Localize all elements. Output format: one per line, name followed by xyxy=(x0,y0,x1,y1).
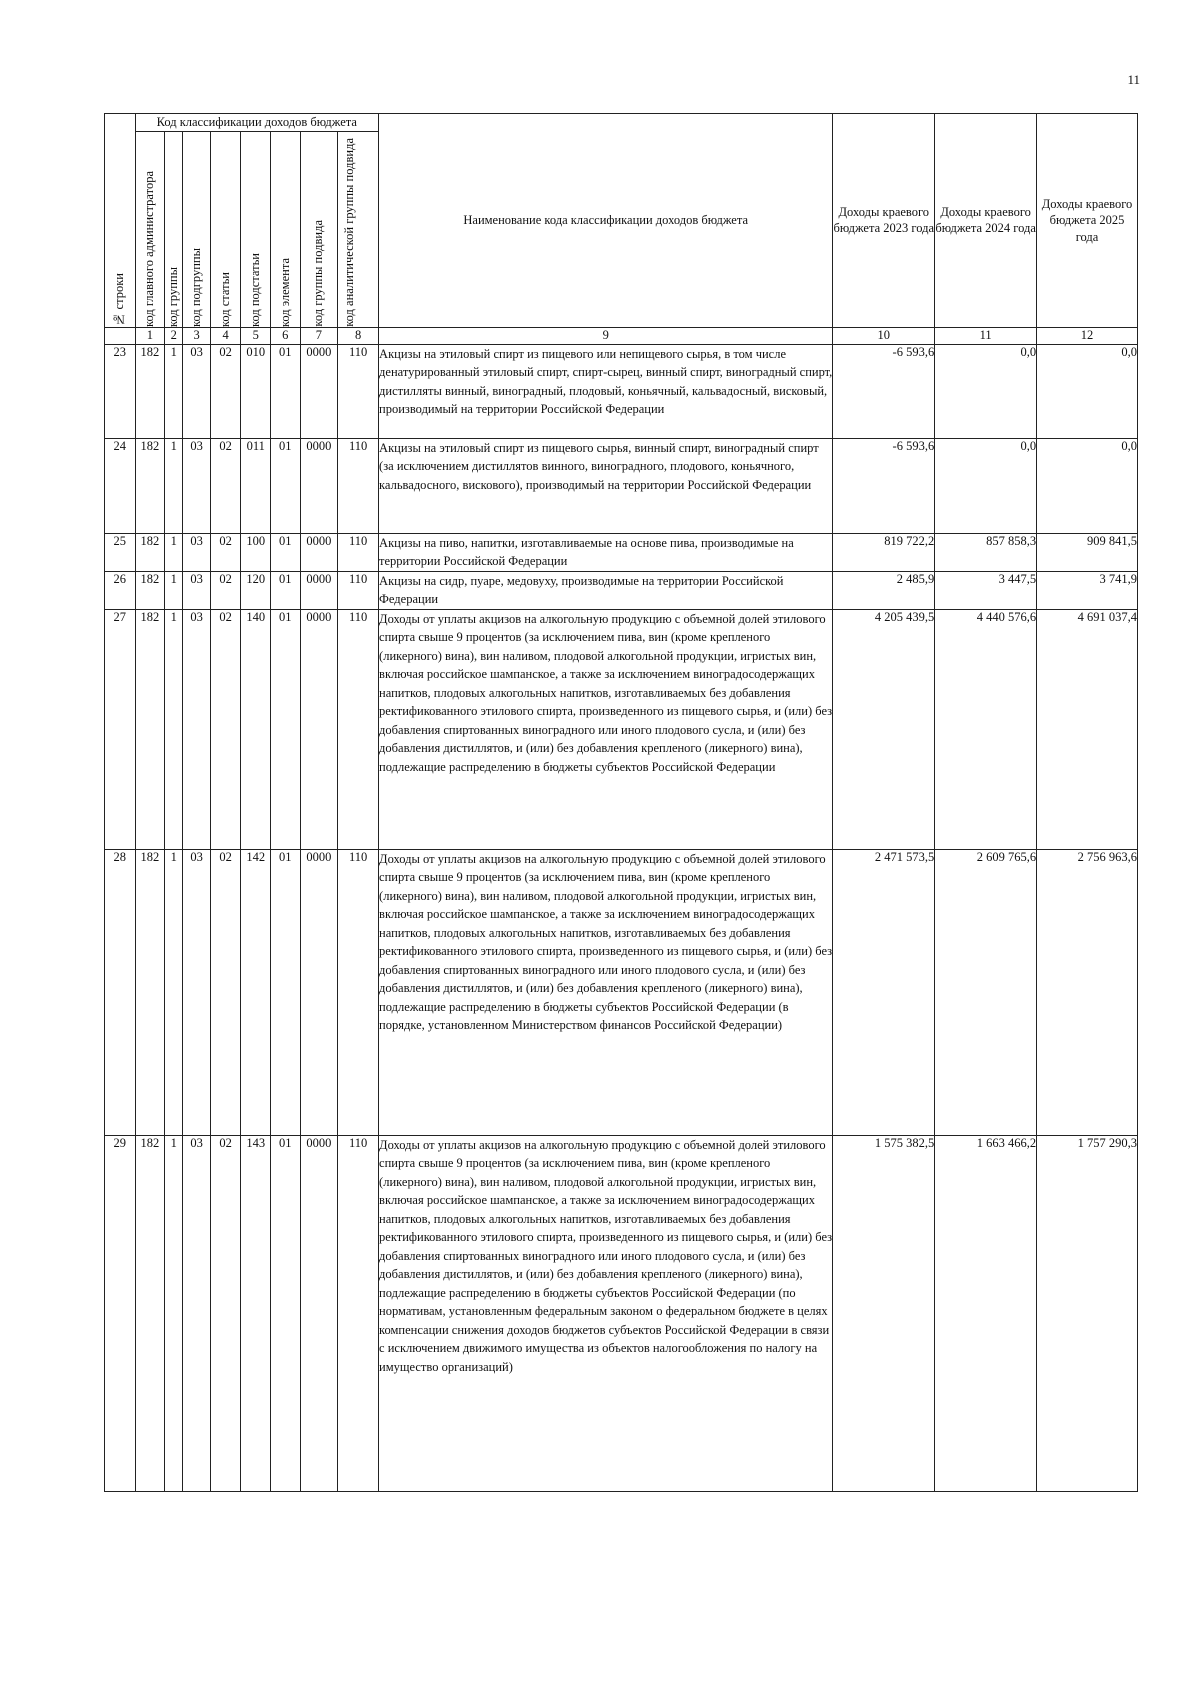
column-number: 3 xyxy=(183,327,211,344)
row-number: 26 xyxy=(105,571,136,609)
article-code: 02 xyxy=(210,533,241,571)
subtype-group-code: 0000 xyxy=(300,609,338,849)
subtype-group-code: 0000 xyxy=(300,438,338,533)
group-code: 1 xyxy=(165,533,183,571)
table-row xyxy=(105,438,1138,533)
admin-code: 182 xyxy=(135,533,165,571)
header-subgroup-text: код подгруппы xyxy=(189,247,204,327)
subgroup-code: 03 xyxy=(183,849,211,1135)
amount-2023: 4 205 439,5 xyxy=(833,609,935,849)
revenue-name: Доходы от уплаты акцизов на алкогольную продукцию с объемной долей этилового спирта свыше 9 процентов (за исключением пива, вин (кроме крепленого (ликерного) вина), вин наливом, плодовой алкогольной продукции, игристых вин, включая российское шампанское, а также за исключением виноградосодержащих напитков, плодовых алкогольных напитков, изготавливаемых без добавления ректификованного этилового спирта, произведенного из пищевого сырья, и (или) без добавления спиртованных виноградного или иного плодового сусла, и (или) без добавления дистиллятов, и (или) без добавления крепленого (ликерного) вина), подлежащие распределению в бюджеты субъектов Российской Федерации xyxy=(379,609,833,849)
header-admin-text: код главного администратора xyxy=(142,170,157,327)
header-analytic-group-text: код аналитической группы подвида xyxy=(342,138,357,327)
article-code: 02 xyxy=(210,609,241,849)
header-subarticle xyxy=(241,132,271,328)
group-code: 1 xyxy=(165,344,183,438)
amount-2025: 1 757 290,3 xyxy=(1037,1135,1138,1491)
column-number-row xyxy=(105,327,1138,344)
subarticle-code: 142 xyxy=(241,849,271,1135)
header-2023: Доходы краевого бюджета 2023 года xyxy=(833,114,935,328)
column-number: 2 xyxy=(165,327,183,344)
header-classification-group: Код классификации доходов бюджета xyxy=(135,114,379,132)
subtype-group-code: 0000 xyxy=(300,849,338,1135)
table-row xyxy=(105,1135,1138,1491)
revenue-name: Акцизы на этиловый спирт из пищевого или непищевого сырья, в том числе денатурированный этиловый спирт, спирт-сырец, винный спирт, виноградный спирт, дистилляты винный, виноградный, плодовый, коньячный, кальвадосный, висковый, производимый на территории Российской Федерации xyxy=(379,344,833,438)
amount-2025: 4 691 037,4 xyxy=(1037,609,1138,849)
column-number: 10 xyxy=(833,327,935,344)
subtype-group-code: 0000 xyxy=(300,571,338,609)
subgroup-code: 03 xyxy=(183,609,211,849)
subgroup-code: 03 xyxy=(183,1135,211,1491)
subarticle-code: 143 xyxy=(241,1135,271,1491)
element-code: 01 xyxy=(270,533,300,571)
table-row xyxy=(105,344,1138,438)
subtype-group-code: 0000 xyxy=(300,1135,338,1491)
article-code: 02 xyxy=(210,571,241,609)
amount-2024: 0,0 xyxy=(935,438,1037,533)
column-number: 7 xyxy=(300,327,338,344)
subarticle-code: 120 xyxy=(241,571,271,609)
amount-2023: 2 471 573,5 xyxy=(833,849,935,1135)
amount-2024: 3 447,5 xyxy=(935,571,1037,609)
group-code: 1 xyxy=(165,849,183,1135)
budget-revenue-table xyxy=(104,113,1138,1492)
analytic-group-code: 110 xyxy=(338,533,379,571)
header-2025: Доходы краевого бюджета 2025 года xyxy=(1037,114,1138,328)
header-subgroup xyxy=(183,132,211,328)
amount-2024: 0,0 xyxy=(935,344,1037,438)
subgroup-code: 03 xyxy=(183,533,211,571)
analytic-group-code: 110 xyxy=(338,344,379,438)
admin-code: 182 xyxy=(135,1135,165,1491)
table-row xyxy=(105,609,1138,849)
amount-2025: 0,0 xyxy=(1037,344,1138,438)
header-name: Наименование кода классификации доходов бюджета xyxy=(379,114,833,328)
admin-code: 182 xyxy=(135,571,165,609)
element-code: 01 xyxy=(270,344,300,438)
header-row-no-text: № строки xyxy=(112,273,127,327)
header-2024: Доходы краевого бюджета 2024 года xyxy=(935,114,1037,328)
column-number: 5 xyxy=(241,327,271,344)
element-code: 01 xyxy=(270,849,300,1135)
element-code: 01 xyxy=(270,571,300,609)
admin-code: 182 xyxy=(135,438,165,533)
subarticle-code: 010 xyxy=(241,344,271,438)
element-code: 01 xyxy=(270,438,300,533)
subgroup-code: 03 xyxy=(183,344,211,438)
column-number: 9 xyxy=(379,327,833,344)
group-code: 1 xyxy=(165,571,183,609)
amount-2023: 819 722,2 xyxy=(833,533,935,571)
column-number: 6 xyxy=(270,327,300,344)
analytic-group-code: 110 xyxy=(338,849,379,1135)
revenue-name: Доходы от уплаты акцизов на алкогольную продукцию с объемной долей этилового спирта свыше 9 процентов (за исключением пива, вин (кроме крепленого (ликерного) вина), вин наливом, плодовой алкогольной продукции, игристых вин, включая российское шампанское, а также за исключением виноградосодержащих напитков, плодовых алкогольных напитков, изготавливаемых без добавления ректификованного этилового спирта, произведенного из пищевого сырья, и (или) без добавления спиртованных виноградного или иного плодового сусла, и (или) без добавления дистиллятов, и (или) без добавления крепленого (ликерного) вина), подлежащие распределению в бюджеты субъектов Российской Федерации (в порядке, установленном Министерством финансов Российской Федерации) xyxy=(379,849,833,1135)
analytic-group-code: 110 xyxy=(338,609,379,849)
subtype-group-code: 0000 xyxy=(300,344,338,438)
header-subarticle-text: код подстатьи xyxy=(248,252,263,327)
amount-2025: 3 741,9 xyxy=(1037,571,1138,609)
article-code: 02 xyxy=(210,344,241,438)
header-row-no xyxy=(105,114,136,328)
header-group xyxy=(165,132,183,328)
analytic-group-code: 110 xyxy=(338,438,379,533)
element-code: 01 xyxy=(270,609,300,849)
column-number-empty xyxy=(105,327,136,344)
header-admin xyxy=(135,132,165,328)
revenue-name: Акцизы на этиловый спирт из пищевого сырья, винный спирт, виноградный спирт (за исключением дистиллятов винного, виноградного, плодового, коньячного, кальвадосного, вискового), производимый на территории Российской Федерации xyxy=(379,438,833,533)
amount-2023: -6 593,6 xyxy=(833,344,935,438)
row-number: 24 xyxy=(105,438,136,533)
amount-2023: -6 593,6 xyxy=(833,438,935,533)
revenue-name: Акцизы на пиво, напитки, изготавливаемые на основе пива, производимые на территории Российской Федерации xyxy=(379,533,833,571)
table-row xyxy=(105,533,1138,571)
amount-2024: 857 858,3 xyxy=(935,533,1037,571)
table-row xyxy=(105,571,1138,609)
group-code: 1 xyxy=(165,1135,183,1491)
subarticle-code: 011 xyxy=(241,438,271,533)
group-code: 1 xyxy=(165,438,183,533)
analytic-group-code: 110 xyxy=(338,1135,379,1491)
amount-2023: 1 575 382,5 xyxy=(833,1135,935,1491)
row-number: 29 xyxy=(105,1135,136,1491)
article-code: 02 xyxy=(210,1135,241,1491)
admin-code: 182 xyxy=(135,609,165,849)
subtype-group-code: 0000 xyxy=(300,533,338,571)
header-subtype-group xyxy=(300,132,338,328)
amount-2024: 1 663 466,2 xyxy=(935,1135,1037,1491)
subgroup-code: 03 xyxy=(183,571,211,609)
row-number: 25 xyxy=(105,533,136,571)
row-number: 28 xyxy=(105,849,136,1135)
page-number: 11 xyxy=(1127,72,1140,87)
amount-2025: 0,0 xyxy=(1037,438,1138,533)
group-code: 1 xyxy=(165,609,183,849)
subgroup-code: 03 xyxy=(183,438,211,533)
article-code: 02 xyxy=(210,438,241,533)
column-number: 1 xyxy=(135,327,165,344)
subarticle-code: 100 xyxy=(241,533,271,571)
column-number: 4 xyxy=(210,327,241,344)
header-element-text: код элемента xyxy=(277,257,292,327)
admin-code: 182 xyxy=(135,849,165,1135)
admin-code: 182 xyxy=(135,344,165,438)
amount-2024: 4 440 576,6 xyxy=(935,609,1037,849)
revenue-name: Акцизы на сидр, пуаре, медовуху, производимые на территории Российской Федерации xyxy=(379,571,833,609)
amount-2023: 2 485,9 xyxy=(833,571,935,609)
row-number: 23 xyxy=(105,344,136,438)
header-subtype-group-text: код группы подвида xyxy=(311,220,326,327)
column-number: 8 xyxy=(338,327,379,344)
subarticle-code: 140 xyxy=(241,609,271,849)
row-number: 27 xyxy=(105,609,136,849)
analytic-group-code: 110 xyxy=(338,571,379,609)
column-number: 12 xyxy=(1037,327,1138,344)
amount-2024: 2 609 765,6 xyxy=(935,849,1037,1135)
column-number: 11 xyxy=(935,327,1037,344)
table-row xyxy=(105,849,1138,1135)
article-code: 02 xyxy=(210,849,241,1135)
header-group-text: код группы xyxy=(166,266,181,327)
revenue-name: Доходы от уплаты акцизов на алкогольную продукцию с объемной долей этилового спирта свыше 9 процентов (за исключением пива, вин (кроме крепленого (ликерного) вина), вин наливом, плодовой алкогольной продукции, игристых вин, включая российское шампанское, а также за исключением виноградосодержащих напитков, плодовых алкогольных напитков, изготавливаемых без добавления ректификованного этилового спирта, произведенного из пищевого сырья, и (или) без добавления спиртованных виноградного или иного плодового сусла, и (или) без добавления дистиллятов, и (или) без добавления крепленого (ликерного) вина), подлежащие распределению в бюджеты субъектов Российской Федерации (по нормативам, установленным федеральным законом о федеральном бюджете в целях компенсации снижения доходов бюджетов субъектов Российской Федерации в связи с исключением движимого имущества из объектов налогообложения по налогу на имущество организаций) xyxy=(379,1135,833,1491)
header-article xyxy=(210,132,241,328)
element-code: 01 xyxy=(270,1135,300,1491)
header-article-text: код статьи xyxy=(218,271,233,327)
header-element xyxy=(270,132,300,328)
amount-2025: 2 756 963,6 xyxy=(1037,849,1138,1135)
amount-2025: 909 841,5 xyxy=(1037,533,1138,571)
header-analytic-group xyxy=(338,132,379,328)
